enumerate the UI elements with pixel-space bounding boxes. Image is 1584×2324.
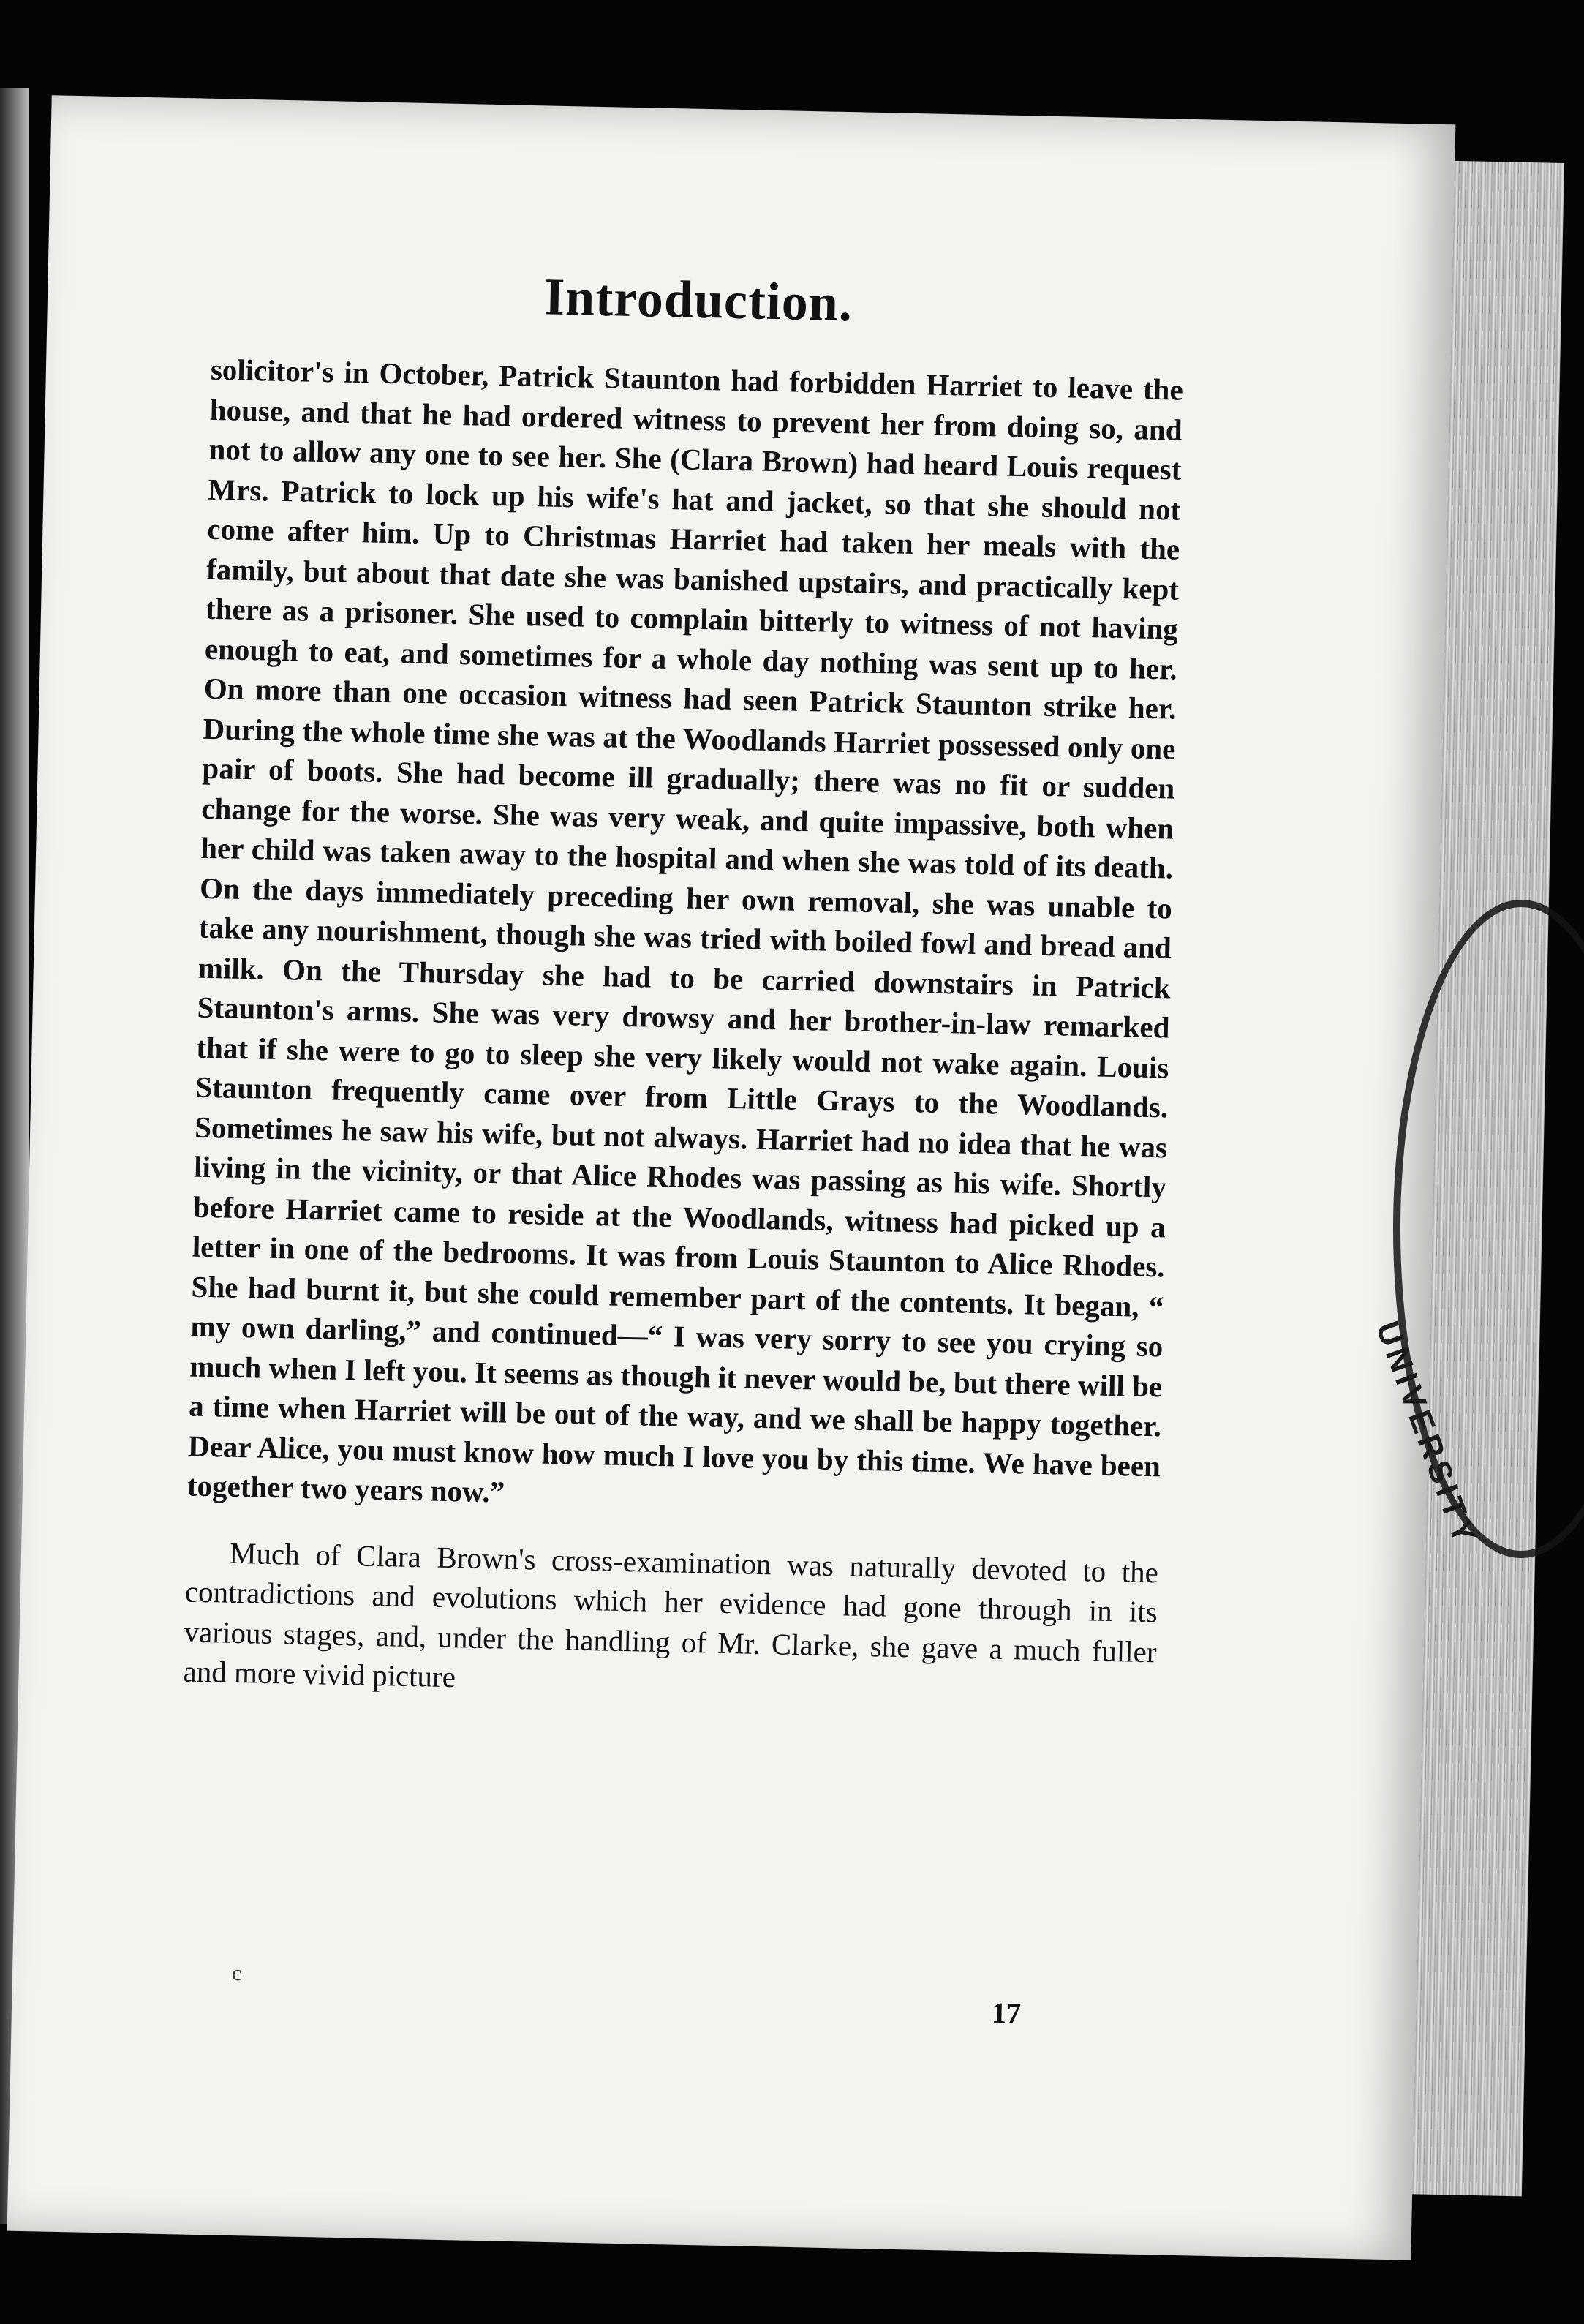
- page-number: 17: [991, 1996, 1022, 2030]
- library-stamp-text: UNIVERSITY: [1368, 1317, 1484, 1552]
- signature-mark: c: [231, 1960, 242, 1986]
- book-page: [7, 95, 1456, 2260]
- body-paragraph-1: solicitor's in October, Patrick Staunton had forbidden Harriet to leave the house, and that he had ordered witness to prevent her from doing so, and not to allow any one to see her. She (Clara Brown) had heard Louis request Mrs. Patrick to lock up his wife's hat and jacket, so that she should not come after him. Up to Christmas Harriet had taken her meals with the family, but about that date she was banished upstairs, and practically kept there as a prisoner. She used to complain bitterly to witness of not having enough to eat, and sometimes for a whole day nothing was sent up to her. On more than one occasion witness had seen Patrick Staunton strike her. During the whole time she was at the Woodlands Harriet possessed only one pair of boots. She had become ill gradually; there was no fit or sudden change for the worse. She was very weak, and quite impassive, both when her child was taken away to the hospital and when she was told of its death. On the days immediately preceding her own removal, she was unable to take any nourishment, though she was tried with boiled fowl and bread and milk. On the Thursday she had to be carried downstairs in Patrick Staunton's arms. She was very drowsy and her brother-in-law remarked that if she were to go to sleep she very likely would not wake again. Louis Staunton frequently came over from Little Grays to the Woodlands. Sometimes he saw his wife, but not always. Harriet had no idea that he was living in the vicinity, or that Alice Rhodes was passing as his wife. Shortly before Harriet came to reside at the Woodlands, witness had picked up a letter in one of the bedrooms. It was from Louis Staunton to Alice Rhodes. She had burnt it, but she could remember part of the contents. It began, “ my own darling,” and continued—“ I was very sorry to see you crying so much when I left you. It seems as though it never would be, but there will be a time when Harriet will be out of the way, and we shall be happy together. Dear Alice, you must know how much I love you by this time. We have been together two years now.”: [186, 352, 1184, 1509]
- page-title: Introduction.: [543, 267, 853, 333]
- page-content: [183, 260, 1185, 1712]
- body-paragraph-2: Much of Clara Brown's cross-examination was naturally devoted to the contradictions and evolutions which her evidence had gone through in its various stages, and, under the handling of Mr. Clarke, she gave a much fuller and more vivid picture: [183, 1535, 1159, 1694]
